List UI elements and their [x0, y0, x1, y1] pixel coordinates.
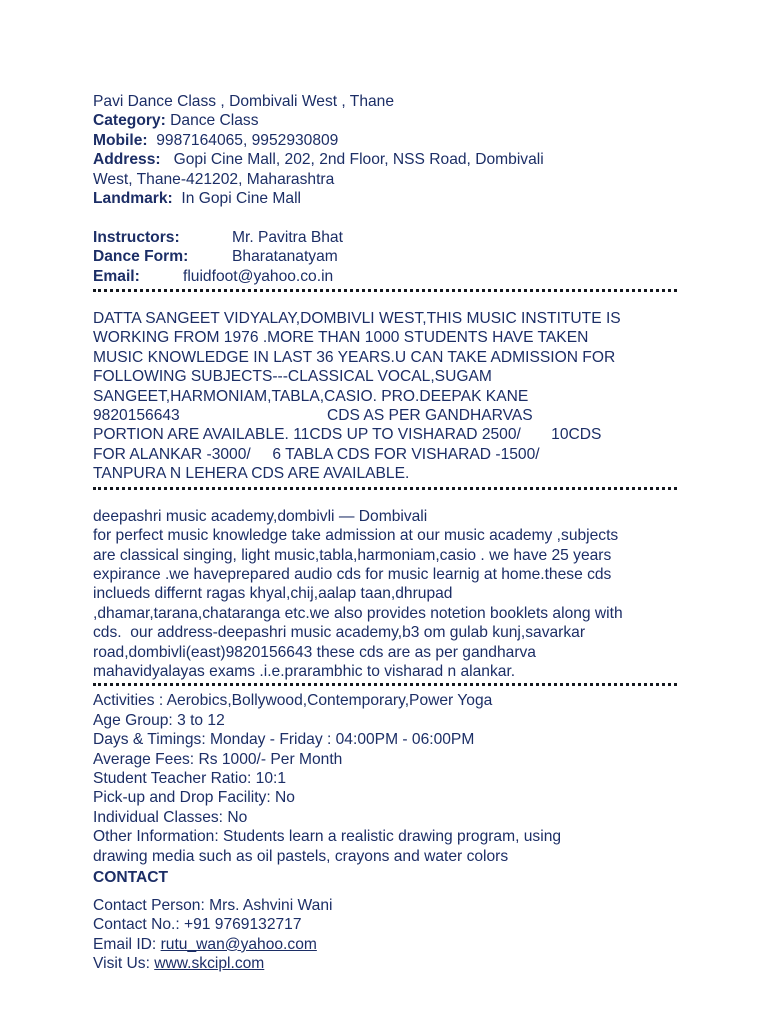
address-line2: West, Thane-421202, Maharashtra [93, 170, 335, 188]
landmark-row [93, 189, 673, 208]
text-line: FOR ALANKAR -3000/ 6 TABLA CDS FOR VISHARAD -1500/ [93, 445, 540, 463]
email-row [93, 267, 673, 286]
separator [93, 289, 677, 292]
fees-row: Average Fees: Rs 1000/- Per Month [93, 750, 343, 768]
activities-row: Activities : Aerobics,Bollywood,Contemporary,Power Yoga [93, 692, 493, 710]
text-line: deepashri music academy,dombivli — Dombivali [93, 507, 428, 525]
category-row [93, 111, 673, 130]
text-line: PORTION ARE AVAILABLE. 11CDS UP TO VISHARAD 2500/ 10CDS [93, 426, 602, 444]
category-value: Dance Class [165, 112, 259, 130]
danceform-label: Dance Form: [93, 248, 189, 266]
category-label: Category: [93, 112, 166, 130]
timings-row: Days & Timings: Monday - Friday : 04:00PM - 06:00PM [93, 731, 475, 749]
landmark-value: In Gopi Cine Mall [172, 190, 302, 208]
text-line: are classical singing, light music,tabla,harmoniam,casio . we have 25 years [93, 546, 612, 564]
instructors-row [93, 228, 673, 247]
listing-title: Pavi Dance Class , Dombivali West , Thane [93, 93, 395, 110]
text-line: DATTA SANGEET VIDYALAY,DOMBIVLI WEST,THIS MUSIC INSTITUTE IS [93, 310, 621, 328]
address-value: Gopi Cine Mall, 202, 2nd Floor, NSS Road, Dombivali [160, 151, 544, 169]
other-info-row: Other Information: Students learn a realistic drawing program, using [93, 828, 562, 846]
text-line: FOLLOWING SUBJECTS---CLASSICAL VOCAL,SUGAM [93, 368, 492, 386]
instructors-label: Instructors: [93, 228, 180, 246]
text-line: TANPURA N LEHERA CDS ARE AVAILABLE. [93, 465, 410, 483]
instructors-value: Mr. Pavitra Bhat [232, 228, 343, 246]
age-group-row: Age Group: 3 to 12 [93, 711, 225, 729]
danceform-row [93, 247, 673, 266]
contact-person: Contact Person: Mrs. Ashvini Wani [93, 897, 333, 915]
visit-label: Visit Us: [93, 955, 155, 973]
listing-pavi-dance-class [93, 92, 673, 286]
address-label: Address: [93, 151, 161, 169]
website-link[interactable]: www.skcipl.com [154, 955, 265, 973]
email-label: Email: [93, 267, 140, 285]
text-line: inclueds differnt ragas khyal,chij,aalap taan,dhrupad [93, 585, 453, 603]
listing-activities [93, 691, 673, 866]
ratio-row: Student Teacher Ratio: 10:1 [93, 769, 287, 787]
document-page [93, 92, 673, 974]
address-row [93, 150, 673, 169]
listing-datta-sangeet-vidyalay [93, 309, 673, 484]
mobile-row [93, 131, 673, 150]
text-line: 9820156643 CDS AS PER GANDHARVAS [93, 407, 533, 425]
text-line: mahavidyalayas exams .i.e.prarambhic to visharad n alankar. [93, 662, 516, 680]
contact-number: Contact No.: +91 9769132717 [93, 916, 302, 934]
text-line: ,dhamar,tarana,chataranga etc.we also provides notetion booklets along with [93, 604, 623, 622]
separator [93, 683, 677, 686]
contact-heading: CONTACT [93, 869, 169, 887]
text-line: for perfect music knowledge take admission at our music academy ,subjects [93, 527, 619, 545]
contact-section [93, 868, 673, 974]
email-value: fluidfoot@yahoo.co.in [183, 267, 334, 285]
separator [93, 487, 677, 490]
visit-row [93, 954, 673, 973]
mobile-label: Mobile: [93, 131, 148, 149]
text-line: MUSIC KNOWLEDGE IN LAST 36 YEARS.U CAN TAKE ADMISSION FOR [93, 348, 616, 366]
text-line: SANGEET,HARMONIAM,TABLA,CASIO. PRO.DEEPAK KANE [93, 387, 529, 405]
text-line: expirance .we haveprepared audio cds for music learnig at home.these cds [93, 565, 612, 583]
text-line: cds. our address-deepashri music academy,b3 om gulab kunj,savarkar [93, 624, 586, 642]
listing-deepashri-music-academy [93, 507, 673, 682]
danceform-value: Bharatanatyam [232, 248, 338, 266]
other-info-row-2: drawing media such as oil pastels, crayons and water colors [93, 847, 509, 865]
mobile-value: 9987164065, 9952930809 [147, 131, 339, 149]
individual-classes-row: Individual Classes: No [93, 808, 248, 826]
email-link[interactable]: rutu_wan@yahoo.com [160, 935, 317, 953]
text-line: road,dombivli(east)9820156643 these cds are as per gandharva [93, 643, 536, 661]
email-id-label: Email ID: [93, 935, 161, 953]
contact-email-row [93, 935, 673, 954]
pickup-row: Pick-up and Drop Facility: No [93, 789, 295, 807]
text-line: WORKING FROM 1976 .MORE THAN 1000 STUDENTS HAVE TAKEN [93, 329, 589, 347]
landmark-label: Landmark: [93, 190, 173, 208]
